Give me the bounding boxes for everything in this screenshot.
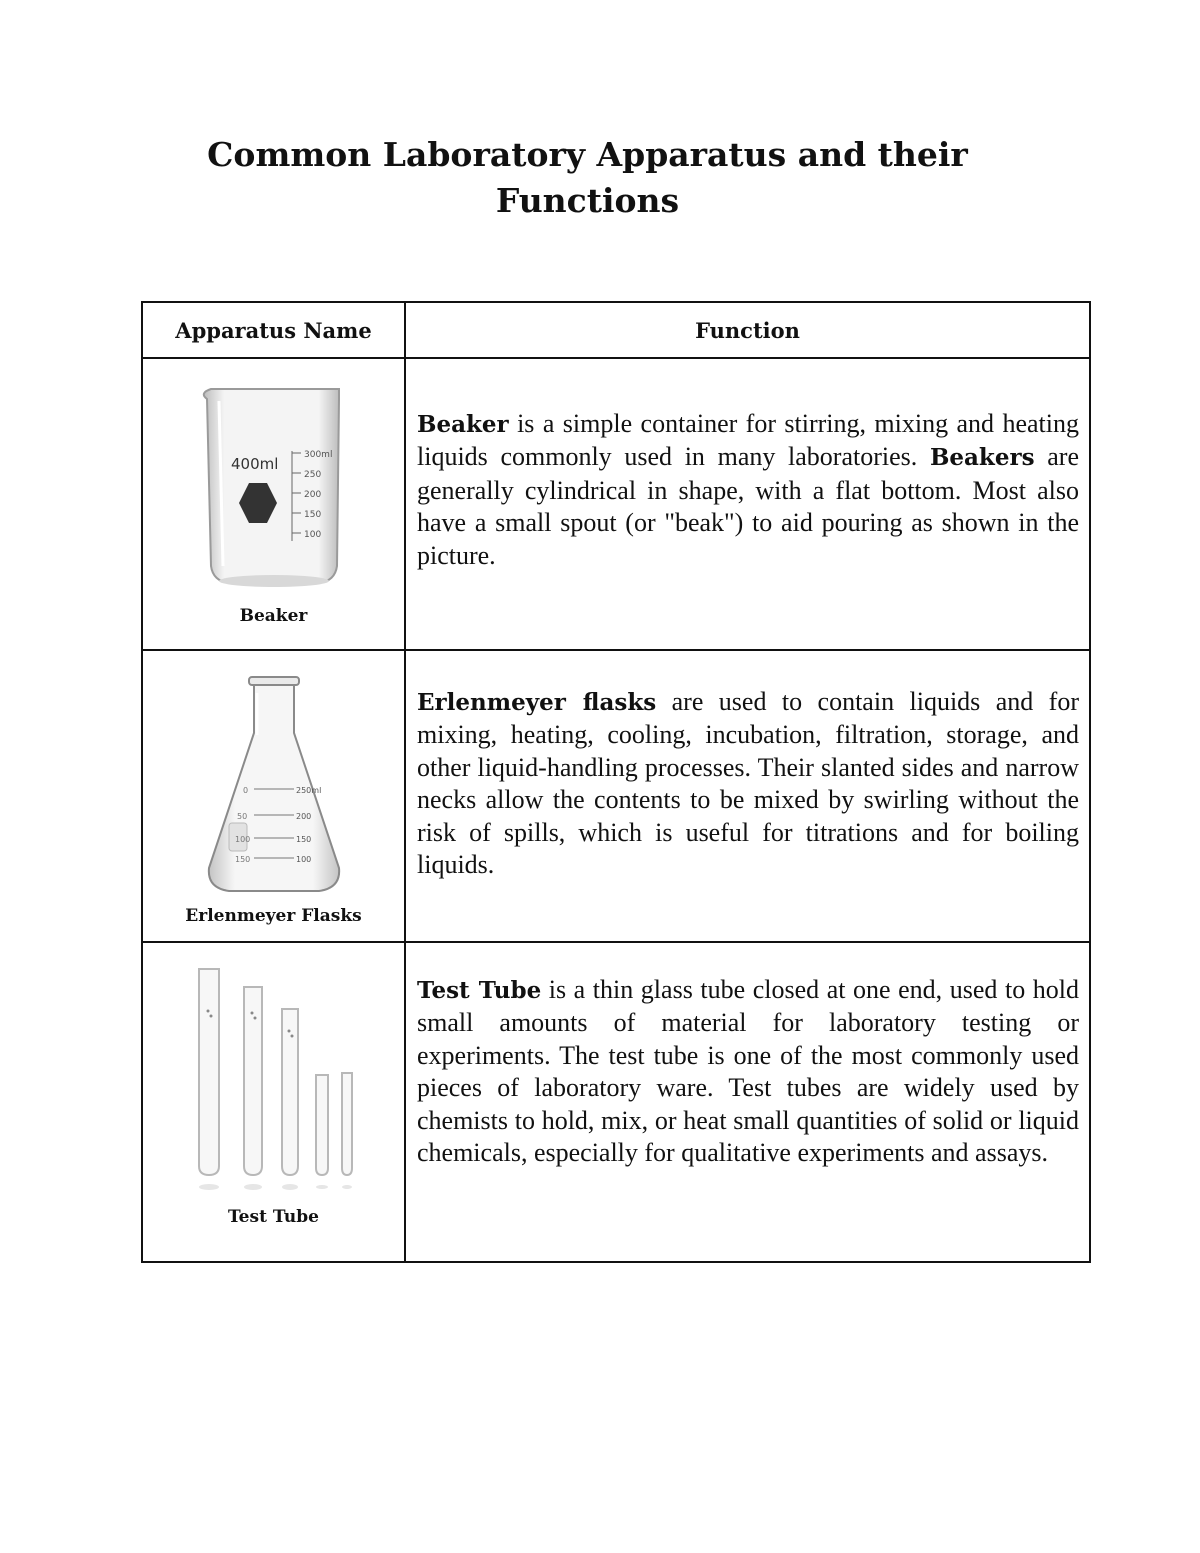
erlenmeyer-description bbox=[417, 651, 1079, 881]
beaker-mark: 250 bbox=[303, 470, 321, 480]
function-cell-test-tube bbox=[405, 942, 1090, 1262]
flask-mark-left: 0 bbox=[242, 786, 248, 795]
apparatus-cell-test-tube bbox=[142, 942, 405, 1262]
beaker-volume-label: 400ml bbox=[230, 455, 278, 473]
beaker-mark: 200 bbox=[303, 490, 321, 500]
term-test-tube: Test Tube bbox=[417, 977, 542, 1004]
apparatus-cell-beaker bbox=[142, 358, 405, 650]
function-cell-erlenmeyer bbox=[405, 650, 1090, 942]
erlenmeyer-flask-image bbox=[199, 673, 349, 898]
header-apparatus-name: Apparatus Name bbox=[142, 302, 405, 358]
term-beakers: Beakers bbox=[929, 444, 1035, 472]
apparatus-caption: Erlenmeyer Flasks bbox=[185, 906, 362, 926]
description-text: is a simple container for stirring, mixing and heating liquids commonly used in many laboratories. bbox=[417, 409, 1079, 472]
flask-mark: 250ml bbox=[295, 786, 321, 795]
beaker-image bbox=[189, 381, 359, 596]
beaker-mark: 100 bbox=[303, 530, 321, 540]
apparatus-caption: Beaker bbox=[239, 606, 308, 626]
table-row bbox=[142, 942, 1090, 1262]
flask-mark-left: 50 bbox=[236, 812, 247, 821]
term-erlenmeyer-flasks: Erlenmeyer flasks bbox=[417, 689, 657, 716]
flask-mark: 200 bbox=[295, 812, 311, 821]
description-text: is a thin glass tube closed at one end, used to hold small amounts of material for laboratory testing or experiments. The test tube is one of the most commonly used pieces of laboratory ware. Test tubes are widely used by chemists to hold, mix, or heat small quantities of solid or liquid chemicals, especially for qualitative experiments and assays. bbox=[417, 975, 1079, 1168]
flask-mark-left: 150 bbox=[234, 855, 250, 864]
flask-mark-left: 100 bbox=[234, 835, 250, 844]
test-tube-description bbox=[417, 943, 1079, 1169]
page-title: Common Laboratory Apparatus and their Functions bbox=[207, 135, 968, 220]
table-header-row bbox=[142, 302, 1090, 358]
term-beaker: Beaker bbox=[417, 411, 509, 438]
beaker-mark: 150 bbox=[303, 510, 321, 520]
apparatus-cell-erlenmeyer bbox=[142, 650, 405, 942]
table-row bbox=[142, 650, 1090, 942]
function-cell-beaker bbox=[405, 358, 1090, 650]
header-function: Function bbox=[405, 302, 1090, 358]
beaker-mark-300: 300ml bbox=[303, 450, 332, 460]
apparatus-caption: Test Tube bbox=[227, 1207, 319, 1227]
test-tubes-image bbox=[184, 961, 364, 1201]
flask-mark: 100 bbox=[295, 855, 311, 864]
table-row bbox=[142, 358, 1090, 650]
description-text: are generally cylindrical in shape, with a flat bottom. Most also have a small spout (or "beak") to aid pouring as shown in the picture. bbox=[417, 442, 1079, 570]
beaker-description bbox=[417, 359, 1079, 572]
apparatus-table bbox=[141, 301, 1091, 1263]
flask-mark: 150 bbox=[295, 835, 311, 844]
description-text: are used to contain liquids and for mixing, heating, cooling, incubation, filtration, storage, and other liquid-handling processes. Their slanted sides and narrow necks allow the contents to be mixed by swirling without the risk of spills, which is useful for titrations and for boiling liquids. bbox=[417, 687, 1079, 880]
